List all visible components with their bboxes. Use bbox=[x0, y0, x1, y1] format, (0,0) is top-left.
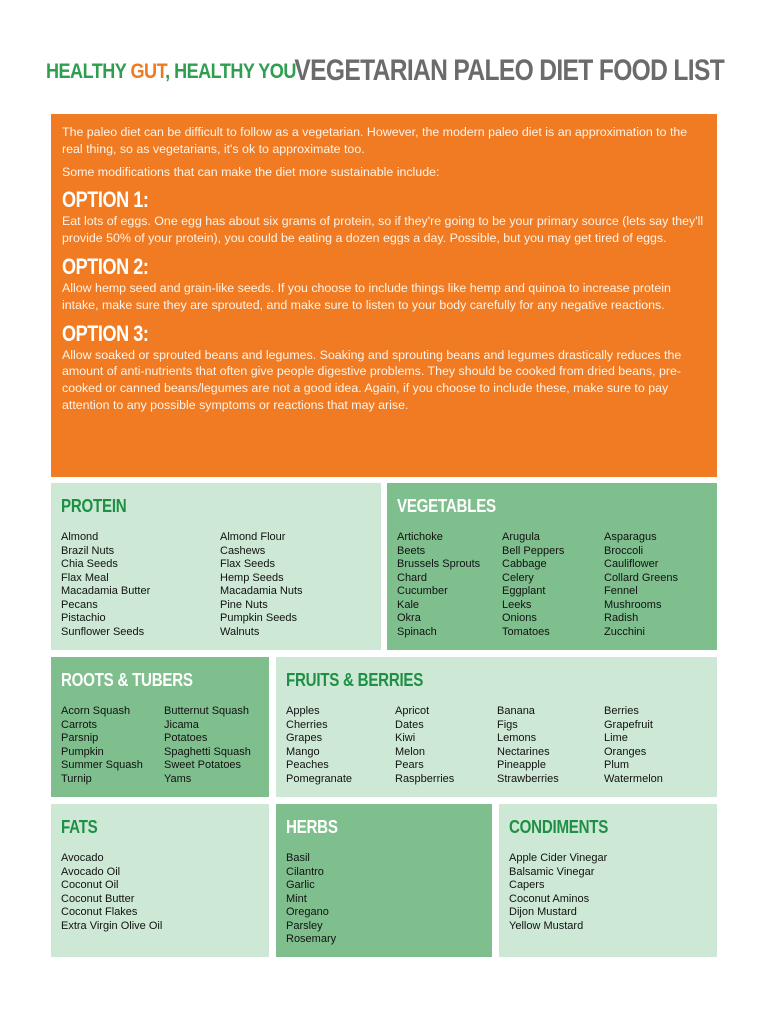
list-item: Spaghetti Squash bbox=[164, 745, 251, 758]
list-item: Nectarines bbox=[497, 745, 550, 758]
roots-tubers-heading: ROOTS & TUBERS bbox=[61, 670, 193, 690]
protein-section bbox=[51, 483, 381, 650]
list-item: Strawberries bbox=[497, 772, 559, 785]
protein-col-2 bbox=[220, 531, 303, 639]
fats-section bbox=[51, 804, 269, 957]
list-item: Zucchini bbox=[604, 625, 645, 638]
list-item: Oregano bbox=[286, 906, 329, 918]
logo-part-healthy-you: , HEALTHY YOU bbox=[165, 60, 296, 83]
list-item: Hemp Seeds bbox=[220, 571, 284, 584]
list-item: Banana bbox=[497, 705, 535, 717]
list-item: Collard Greens bbox=[604, 571, 678, 584]
list-item: Fennel bbox=[604, 585, 638, 597]
list-item: Berries bbox=[604, 705, 639, 717]
fruits-col-1 bbox=[286, 705, 395, 786]
list-item: Capers bbox=[509, 879, 545, 891]
list-item: Grapes bbox=[286, 732, 323, 744]
vegetables-col-2 bbox=[502, 531, 604, 639]
herbs-col-1 bbox=[286, 852, 336, 947]
list-item: Sweet Potatoes bbox=[164, 759, 242, 771]
list-item: Chia Seeds bbox=[61, 558, 118, 570]
list-item: Rosemary bbox=[286, 933, 337, 945]
list-item: Flax Seeds bbox=[220, 558, 276, 570]
intro-paragraph: The paleo diet can be difficult to follow as a vegetarian. However, the modern paleo diet is an approximation to the real thing, so as vegetarians, it's ok to approximate too. bbox=[62, 125, 688, 156]
list-item: Peaches bbox=[286, 759, 329, 771]
list-item: Watermelon bbox=[604, 772, 663, 785]
option-1-text: Eat lots of eggs. One egg has about six grams of protein, so if they're going to be your primary source (lets say they'll provide 50% of your protein), you could be eating a dozen eggs a day. Possible, but you may get tired of eggs. bbox=[62, 214, 704, 246]
list-item: Garlic bbox=[286, 879, 315, 891]
list-item: Chard bbox=[397, 571, 427, 584]
vegetables-col-1 bbox=[397, 531, 502, 639]
list-item: Cucumber bbox=[397, 585, 448, 597]
list-item: Parsnip bbox=[61, 732, 99, 744]
herbs-heading: HERBS bbox=[286, 817, 338, 837]
list-item: Macadamia Nuts bbox=[220, 585, 303, 597]
list-item: Pistachio bbox=[61, 612, 106, 624]
list-item: Coconut Flakes bbox=[61, 906, 138, 918]
list-item: Melon bbox=[395, 745, 425, 758]
list-item: Apples bbox=[286, 705, 320, 717]
list-item: Tomatoes bbox=[502, 625, 550, 638]
list-item: Flax Meal bbox=[61, 571, 109, 584]
list-item: Lemons bbox=[497, 732, 537, 744]
list-item: Figs bbox=[497, 718, 518, 731]
list-item: Beets bbox=[397, 544, 426, 557]
list-item: Potatoes bbox=[164, 732, 208, 744]
list-item: Coconut Oil bbox=[61, 879, 119, 891]
list-item: Coconut Butter bbox=[61, 892, 135, 905]
option-2-heading: OPTION 2: bbox=[62, 253, 149, 279]
option-1-heading: OPTION 1: bbox=[62, 187, 149, 213]
vegetables-heading: VEGETABLES bbox=[397, 496, 496, 516]
list-item: Pumpkin bbox=[61, 745, 104, 758]
roots-tubers-col-2 bbox=[164, 705, 251, 786]
list-item: Extra Virgin Olive Oil bbox=[61, 919, 163, 932]
list-item: Broccoli bbox=[604, 544, 644, 557]
list-item: Coconut Aminos bbox=[509, 892, 590, 905]
list-item: Butternut Squash bbox=[164, 705, 250, 717]
list-item: Avocado bbox=[61, 852, 104, 864]
herbs-section bbox=[276, 804, 492, 957]
list-item: Pine Nuts bbox=[220, 598, 268, 611]
fruits-col-3 bbox=[497, 705, 604, 786]
list-item: Pineapple bbox=[497, 759, 546, 771]
fruits-berries-heading: FRUITS & BERRIES bbox=[286, 670, 424, 690]
logo-part-healthy: HEALTHY bbox=[46, 60, 131, 83]
list-item: Onions bbox=[502, 612, 537, 624]
list-item: Apricot bbox=[395, 705, 430, 717]
list-item: Balsamic Vinegar bbox=[509, 865, 595, 878]
protein-col-1 bbox=[61, 531, 220, 639]
option-2-text: Allow hemp seed and grain-like seeds. If you choose to include things like hemp and quinoa to increase protein intake, make sure they are sprouted, and make sure to listen to your body carefully for any negative reactions. bbox=[62, 280, 671, 312]
list-item: Bell Peppers bbox=[502, 544, 565, 557]
list-item: Sunflower Seeds bbox=[61, 625, 145, 638]
list-item: Arugula bbox=[502, 531, 540, 543]
list-item: Oranges bbox=[604, 745, 647, 758]
list-item: Pumpkin Seeds bbox=[220, 612, 298, 624]
list-item: Pomegranate bbox=[286, 772, 353, 785]
list-item: Radish bbox=[604, 612, 639, 624]
list-item: Almond Flour bbox=[220, 531, 286, 543]
fats-col-1 bbox=[61, 852, 162, 933]
list-item: Raspberries bbox=[395, 772, 455, 785]
intro-modifications: Some modifications that can make the diet more sustainable include: bbox=[62, 164, 440, 179]
page-header bbox=[0, 0, 768, 110]
list-item: Cashews bbox=[220, 544, 266, 557]
list-item: Grapefruit bbox=[604, 718, 653, 731]
list-item: Asparagus bbox=[604, 531, 657, 543]
list-item: Acorn Squash bbox=[61, 705, 131, 717]
list-item: Summer Squash bbox=[61, 759, 143, 771]
vegetables-section bbox=[387, 483, 717, 650]
page-title: VEGETARIAN PALEO DIET FOOD LIST bbox=[294, 54, 724, 87]
list-item: Walnuts bbox=[220, 625, 260, 638]
list-item: Mango bbox=[286, 745, 320, 758]
condiments-section bbox=[499, 804, 717, 957]
brand-logo bbox=[46, 60, 296, 84]
list-item: Artichoke bbox=[397, 531, 443, 543]
fruits-col-4 bbox=[604, 705, 663, 786]
list-item: Yellow Mustard bbox=[509, 919, 584, 932]
list-item: Okra bbox=[397, 612, 421, 624]
list-item: Celery bbox=[502, 571, 534, 584]
list-item: Brazil Nuts bbox=[61, 544, 115, 557]
list-item: Turnip bbox=[61, 772, 92, 785]
fruits-berries-section bbox=[276, 657, 717, 797]
list-item: Yams bbox=[164, 772, 192, 785]
condiments-col-1 bbox=[509, 852, 607, 933]
list-item: Lime bbox=[604, 732, 628, 744]
vegetables-col-3 bbox=[604, 531, 678, 639]
list-item: Almond bbox=[61, 531, 99, 543]
roots-tubers-col-1 bbox=[61, 705, 164, 786]
list-item: Cilantro bbox=[286, 865, 324, 878]
list-item: Carrots bbox=[61, 718, 98, 731]
list-item: Cherries bbox=[286, 718, 328, 731]
list-item: Eggplant bbox=[502, 585, 546, 597]
condiments-heading: CONDIMENTS bbox=[509, 817, 609, 837]
list-item: Parsley bbox=[286, 919, 323, 932]
list-item: Mint bbox=[286, 892, 307, 905]
option-3-heading: OPTION 3: bbox=[62, 320, 149, 346]
option-3-text: Allow soaked or sprouted beans and legumes. Soaking and sprouting beans and legumes drastically reduces the amount of anti-nutrients that often give people digestive problems. They should be cooked from dried beans, pre-cooked or canned beans/legumes are not a good idea. Again, if you choose to include these, make sure to pay attention to any possible symptoms or reactions that may arise. bbox=[62, 347, 682, 412]
list-item: Spinach bbox=[397, 625, 437, 638]
list-item: Dates bbox=[395, 718, 424, 731]
list-item: Apple Cider Vinegar bbox=[509, 852, 608, 864]
list-item: Pecans bbox=[61, 598, 98, 611]
fats-heading: FATS bbox=[61, 817, 98, 837]
list-item: Macadamia Butter bbox=[61, 585, 151, 597]
list-item: Plum bbox=[604, 759, 630, 771]
logo-part-gut: GUT bbox=[130, 60, 166, 83]
list-item: Kale bbox=[397, 598, 420, 611]
list-item: Leeks bbox=[502, 598, 532, 611]
list-item: Pears bbox=[395, 759, 424, 771]
roots-tubers-section bbox=[51, 657, 269, 797]
list-item: Mushrooms bbox=[604, 598, 662, 611]
list-item: Avocado Oil bbox=[61, 865, 121, 878]
list-item: Basil bbox=[286, 852, 310, 864]
intro-panel bbox=[51, 114, 717, 477]
list-item: Dijon Mustard bbox=[509, 906, 577, 918]
list-item: Kiwi bbox=[395, 732, 416, 744]
list-item: Cabbage bbox=[502, 558, 547, 570]
list-item: Brussels Sprouts bbox=[397, 558, 481, 570]
list-item: Jicama bbox=[164, 718, 199, 731]
list-item: Cauliflower bbox=[604, 558, 659, 570]
protein-heading: PROTEIN bbox=[61, 496, 127, 516]
fruits-col-2 bbox=[395, 705, 497, 786]
